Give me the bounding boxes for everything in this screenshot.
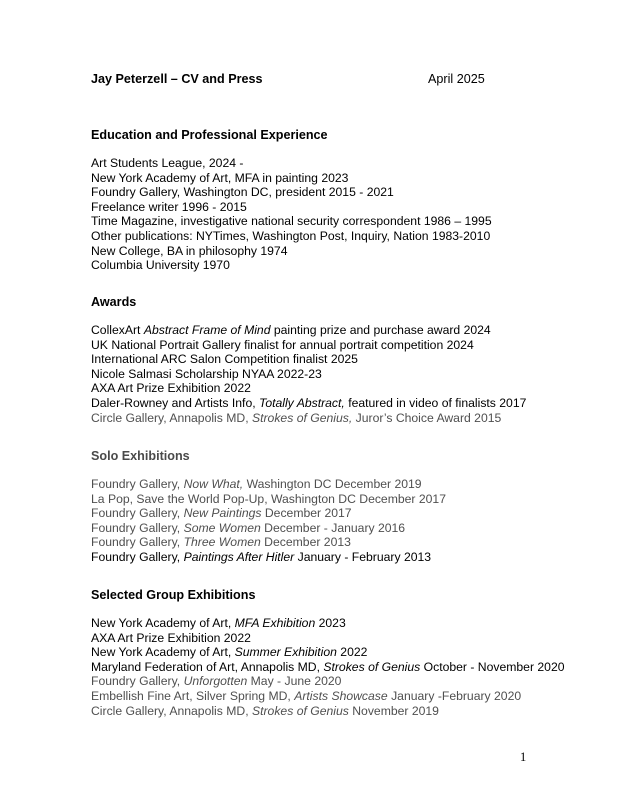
cv-line [91,171,561,186]
cv-line [91,645,561,660]
line-text: International ARC Salon Competition finalist 2025 [91,352,358,367]
italic-title-text: Abstract Frame of Mind [143,323,271,337]
cv-line [91,185,561,200]
cv-line [91,338,561,353]
cv-line [91,381,561,396]
line-text: December 2017 [261,506,352,521]
line-text: Embellish Fine Art, Silver Spring MD, [91,688,295,703]
line-text: Columbia University 1970 [91,258,230,273]
italic-title-text: Summer Exhibition [234,645,337,660]
section-heading: Awards [91,295,137,309]
cv-line [91,674,561,689]
cv-line [91,156,561,171]
line-text: Foundry Gallery, [91,477,184,491]
cv-line [91,258,561,273]
document-title: Jay Peterzell – CV and Press [91,72,263,86]
line-text: Nicole Salmasi Scholarship NYAA 2022-23 [91,366,322,381]
line-text: Circle Gallery, Annapolis MD, [91,703,252,718]
cv-line [91,521,561,536]
line-text: New York Academy of Art, [91,616,235,630]
italic-title-text: Some Women [183,520,261,535]
solo-exhibitions-section [91,449,561,565]
line-text: Other publications: NYTimes, Washington Post, Inquiry, Nation 1983-2010 [91,228,491,243]
document-header [91,72,531,88]
cv-line [91,616,561,631]
cv-line [91,200,561,215]
cv-line [91,704,561,719]
section-heading: Selected Group Exhibitions [91,588,256,602]
line-text: January - February 2013 [294,549,432,564]
line-text: Freelance writer 1996 - 2015 [91,199,247,214]
line-text: Foundry Gallery, [91,674,184,689]
line-text: December - January 2016 [260,520,406,535]
line-text: AXA Art Prize Exhibition 2022 [91,630,251,645]
line-text: Time Magazine, investigative national security correspondent 1986 – 1995 [91,214,492,229]
line-text: AXA Art Prize Exhibition 2022 [91,381,251,396]
cv-line [91,323,561,338]
cv-line [91,229,561,244]
line-text: May - June 2020 [247,674,342,689]
cv-line [91,411,561,426]
line-text: New College, BA in philosophy 1974 [91,243,288,258]
page-number: 1 [520,750,527,764]
line-text: November 2019 [348,703,439,718]
italic-title-text: Paintings After Hitler [183,549,295,564]
line-text: Foundry Gallery, [91,506,184,521]
section-heading: Solo Exhibitions [91,449,190,463]
line-text: October - November 2020 [420,659,565,674]
line-text: Maryland Federation of Art, Annapolis MD, [91,659,324,674]
section-lines [91,616,565,718]
line-text: Washington DC December 2019 [243,477,422,491]
cv-line [91,659,565,675]
cv-line [91,535,561,550]
education-section [91,128,561,273]
italic-title-text: Artists Showcase [294,688,388,703]
section-lines [91,156,561,273]
group-exhibitions-section [91,588,565,718]
line-text: UK National Portrait Gallery finalist for annual portrait competition 2024 [91,337,474,352]
italic-title-text: MFA Exhibition [234,616,316,630]
section-heading: Education and Professional Experience [91,128,328,142]
section-lines [91,477,561,565]
cv-line [91,352,561,367]
line-text: New York Academy of Art, MFA in painting 2023 [91,170,349,185]
italic-title-text: Strokes of Genius [323,659,421,674]
cv-line [91,506,561,521]
italic-title-text: Strokes of Genius, [251,410,353,425]
cv-line [91,396,561,411]
cv-line [91,550,561,565]
cv-line [91,367,561,382]
awards-section [91,295,561,425]
italic-title-text: Now What, [183,477,244,491]
line-text: Foundry Gallery, Washington DC, president 2015 - 2021 [91,185,394,200]
line-text: January -February 2020 [387,688,522,703]
line-text: Foundry Gallery, [91,535,184,550]
cv-line [91,244,561,259]
cv-line [91,214,561,229]
document-date: April 2025 [428,72,485,86]
line-text: 2023 [315,616,346,630]
line-text: New York Academy of Art, [91,645,235,660]
cv-line [91,492,561,507]
line-text: Juror’s Choice Award 2015 [352,410,502,425]
cv-line [91,631,561,646]
line-text: Daler-Rowney and Artists Info, [91,395,259,410]
italic-title-text: Unforgotten [183,674,248,689]
line-text: December 2013 [260,535,351,550]
line-text: CollexArt [91,323,144,337]
italic-title-text: New Paintings [183,506,262,521]
line-text: Foundry Gallery, [91,549,184,564]
line-text: 2022 [336,645,368,660]
italic-title-text: Strokes of Genius [251,703,349,718]
line-text: Art Students League, 2024 - [91,156,244,170]
cv-line [91,477,561,492]
italic-title-text: Three Women [183,535,261,550]
line-text: Foundry Gallery, [91,520,184,535]
line-text: Circle Gallery, Annapolis MD, [91,410,252,425]
line-text: painting prize and purchase award 2024 [270,323,491,337]
line-text: featured in video of finalists 2017 [344,395,527,410]
section-lines [91,323,561,425]
cv-line [91,689,561,704]
italic-title-text: Totally Abstract, [259,395,345,410]
line-text: La Pop, Save the World Pop-Up, Washington DC December 2017 [91,491,446,506]
